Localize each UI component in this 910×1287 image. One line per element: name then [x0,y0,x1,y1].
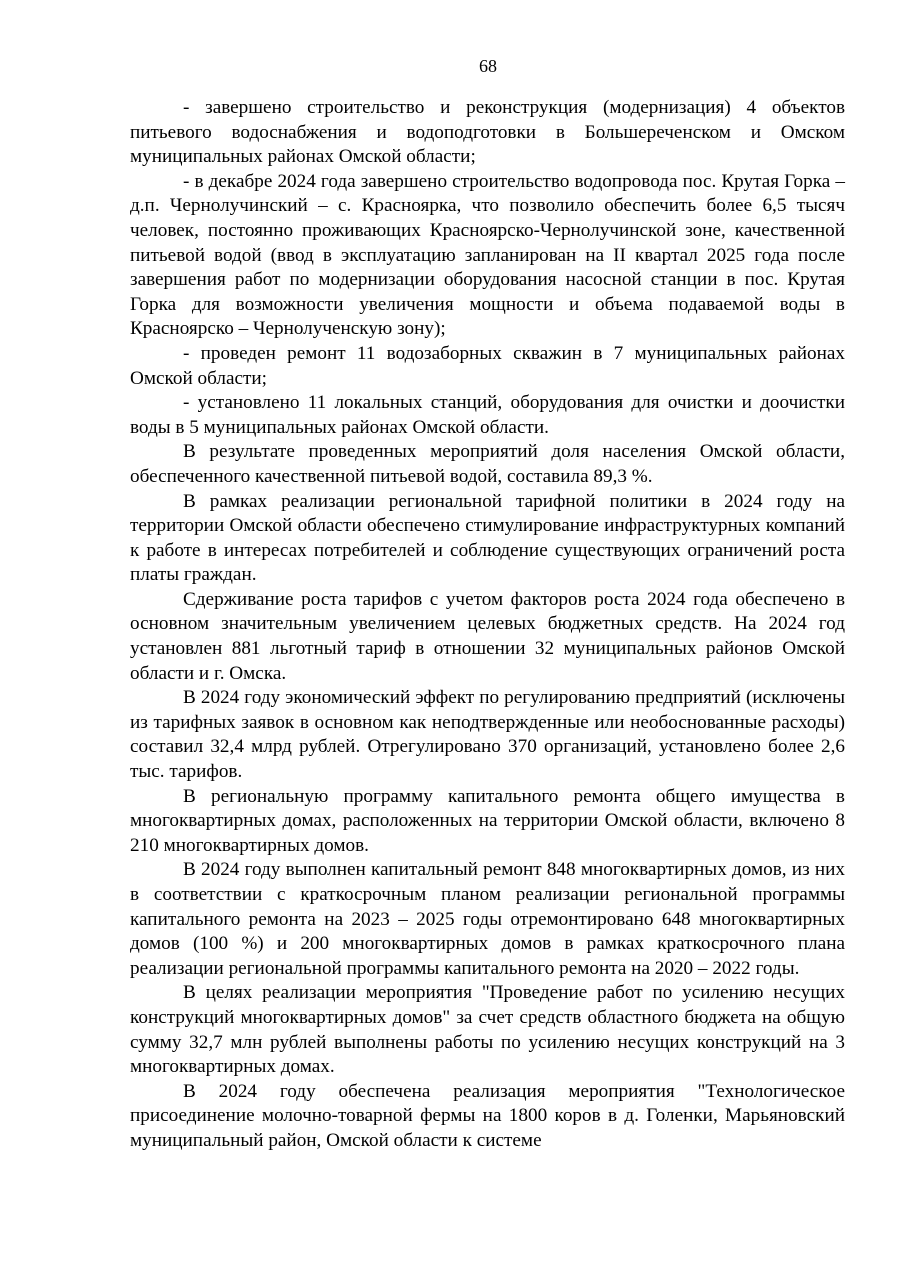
paragraph-tariff-policy: В рамках реализации региональной тарифной политики в 2024 году на территории Омской области обеспечено стимулирование инфраструктурных компаний к работе в интересах потребителей и соблюдение существующих ограничений роста платы граждан. [130,490,845,586]
document-body [130,96,845,1154]
paragraph-structural-reinforcement: В целях реализации мероприятия "Проведение работ по усилению несущих конструкций многоквартирных домов" за счет средств областного бюджета на общую сумму 32,7 млн рублей выполнены работы по усилению несущих конструкций на 3 многоквартирных домах. [130,982,845,1078]
paragraph-water-pipeline: - в декабре 2024 года завершено строительство водопровода пос. Крутая Горка – д.п. Чернолучинский – с. Красноярка, что позволило обеспечить более 6,5 тысяч человек, постоянно проживающих Красноярско-Чернолучинской зоне, качественной питьевой водой (ввод в эксплуатацию запланирован на II квартал 2025 года после завершения работ по модернизации оборудования насосной станции в пос. Крутая Горка для возможности увеличения мощности и объема подаваемой воды в Красноярско – Чернолученскую зону); [130,170,845,340]
paragraph-capital-repair-2024: В 2024 году выполнен капитальный ремонт 848 многоквартирных домов, из них в соответствии с краткосрочным планом реализации региональной программы капитального ремонта на 2023 – 2025 годы отремонтировано 648 многоквартирных домов (100 %) и 200 многоквартирных домов в рамках краткосрочного плана реализации региональной программы капитального ремонта на 2020 – 2022 годы. [130,859,845,979]
paragraph-water-facilities: - завершено строительство и реконструкция (модернизация) 4 объектов питьевого водоснабжения и водоподготовки в Большереченском и Омском муниципальных районах Омской области; [130,97,845,168]
paragraph-dairy-farm: В 2024 году обеспечена реализация мероприятия "Технологическое присоединение молочно-товарной фермы на 1800 коров в д. Голенки, Марьяновский муниципальный район, Омской области к системе [130,1080,845,1151]
paragraph-wells-repair: - проведен ремонт 11 водозаборных скважин в 7 муниципальных районах Омской области; [130,342,845,389]
paragraph-capital-repair-program: В региональную программу капитального ремонта общего имущества в многоквартирных домах, расположенных на территории Омской области, включено 8 210 многоквартирных домов. [130,785,845,856]
paragraph-tariff-restraint: Сдерживание роста тарифов с учетом факторов роста 2024 года обеспечено в основном значительным увеличением целевых бюджетных средств. На 2024 год установлен 881 льготный тариф в отношении 32 муниципальных районов Омской области и г. Омска. [130,588,845,684]
page-number: 68 [479,56,497,76]
paragraph-local-stations: - установлено 11 локальных станций, оборудования для очистки и доочистки воды в 5 муниципальных районах Омской области. [130,392,845,438]
paragraph-water-quality-result: В результате проведенных мероприятий доля населения Омской области, обеспеченного качественной питьевой водой, составила 89,3 %. [130,441,845,487]
paragraph-economic-effect: В 2024 году экономический эффект по регулированию предприятий (исключены из тарифных заявок в основном как неподтвержденные или необоснованные расходы) составил 32,4 млрд рублей. Отрегулировано 370 организаций, установлено более 2,6 тыс. тарифов. [130,687,845,783]
